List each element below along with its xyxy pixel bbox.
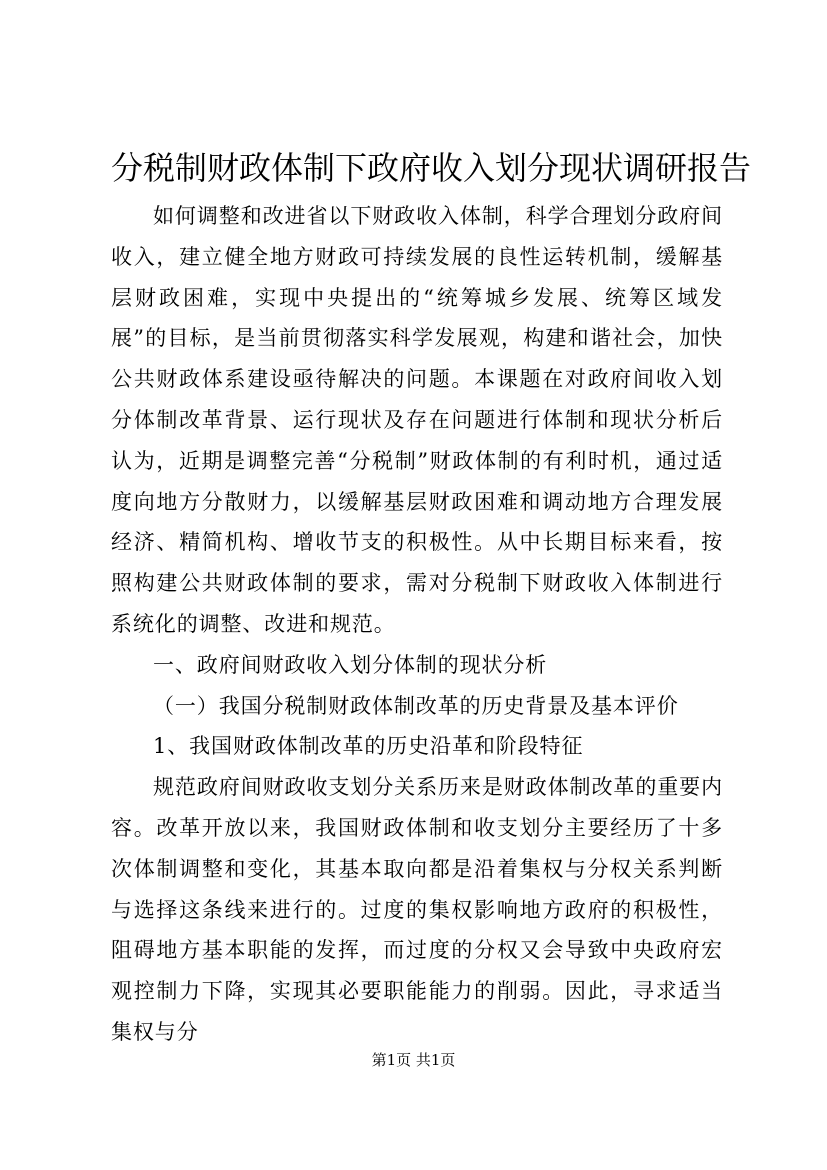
page-footer: 第1页 共1页 [371,1051,456,1069]
heading-item-1: 1、我国财政体制改革的历史沿革和阶段特征 [153,734,584,759]
document-body [111,196,723,1053]
paragraph-history: 规范政府间财政收支划分关系历来是财政体制改革的重要内容。改革开放以来，我国财政体制和收支划分主要经历了十多次体制调整和变化，其基本取向都是沿着集权与分权关系判断与选择这条线来进行的。过度的集权影响地方政府的积极性，阻碍地方基本职能的发挥，而过度的分权又会导致中央政府宏观控制力下降，实现其必要职能能力的削弱。因此，寻求适当集权与分 [111,775,723,1044]
heading-section-1: 一、政府间财政收入划分体制的现状分析 [153,652,548,677]
document-title: 分税制财政体制下政府收入划分现状调研报告 [111,149,752,187]
heading-subsection-1: （一）我国分税制财政体制改革的历史背景及基本评价 [153,693,679,718]
paragraph-intro: 如何调整和改进省以下财政收入体制，科学合理划分政府间收入，建立健全地方财政可持续发展的良性运转机制，缓解基层财政困难，实现中央提出的“统筹城乡发展、统筹区域发展”的目标，是当前贯彻落实科学发展观，构建和谐社会，加快公共财政体系建设亟待解决的问题。本课题在对政府间收入划分体制改革背景、运行现状及存在问题进行体制和现状分析后认为，近期是调整完善“分税制”财政体制的有利时机，通过适度向地方分散财力，以缓解基层财政困难和调动地方合理发展经济、精简机构、增收节支的积极性。从中长期目标来看，按照构建公共财政体制的要求，需对分税制下财政收入体制进行系统化的调整、改进和规范。 [111,204,723,636]
